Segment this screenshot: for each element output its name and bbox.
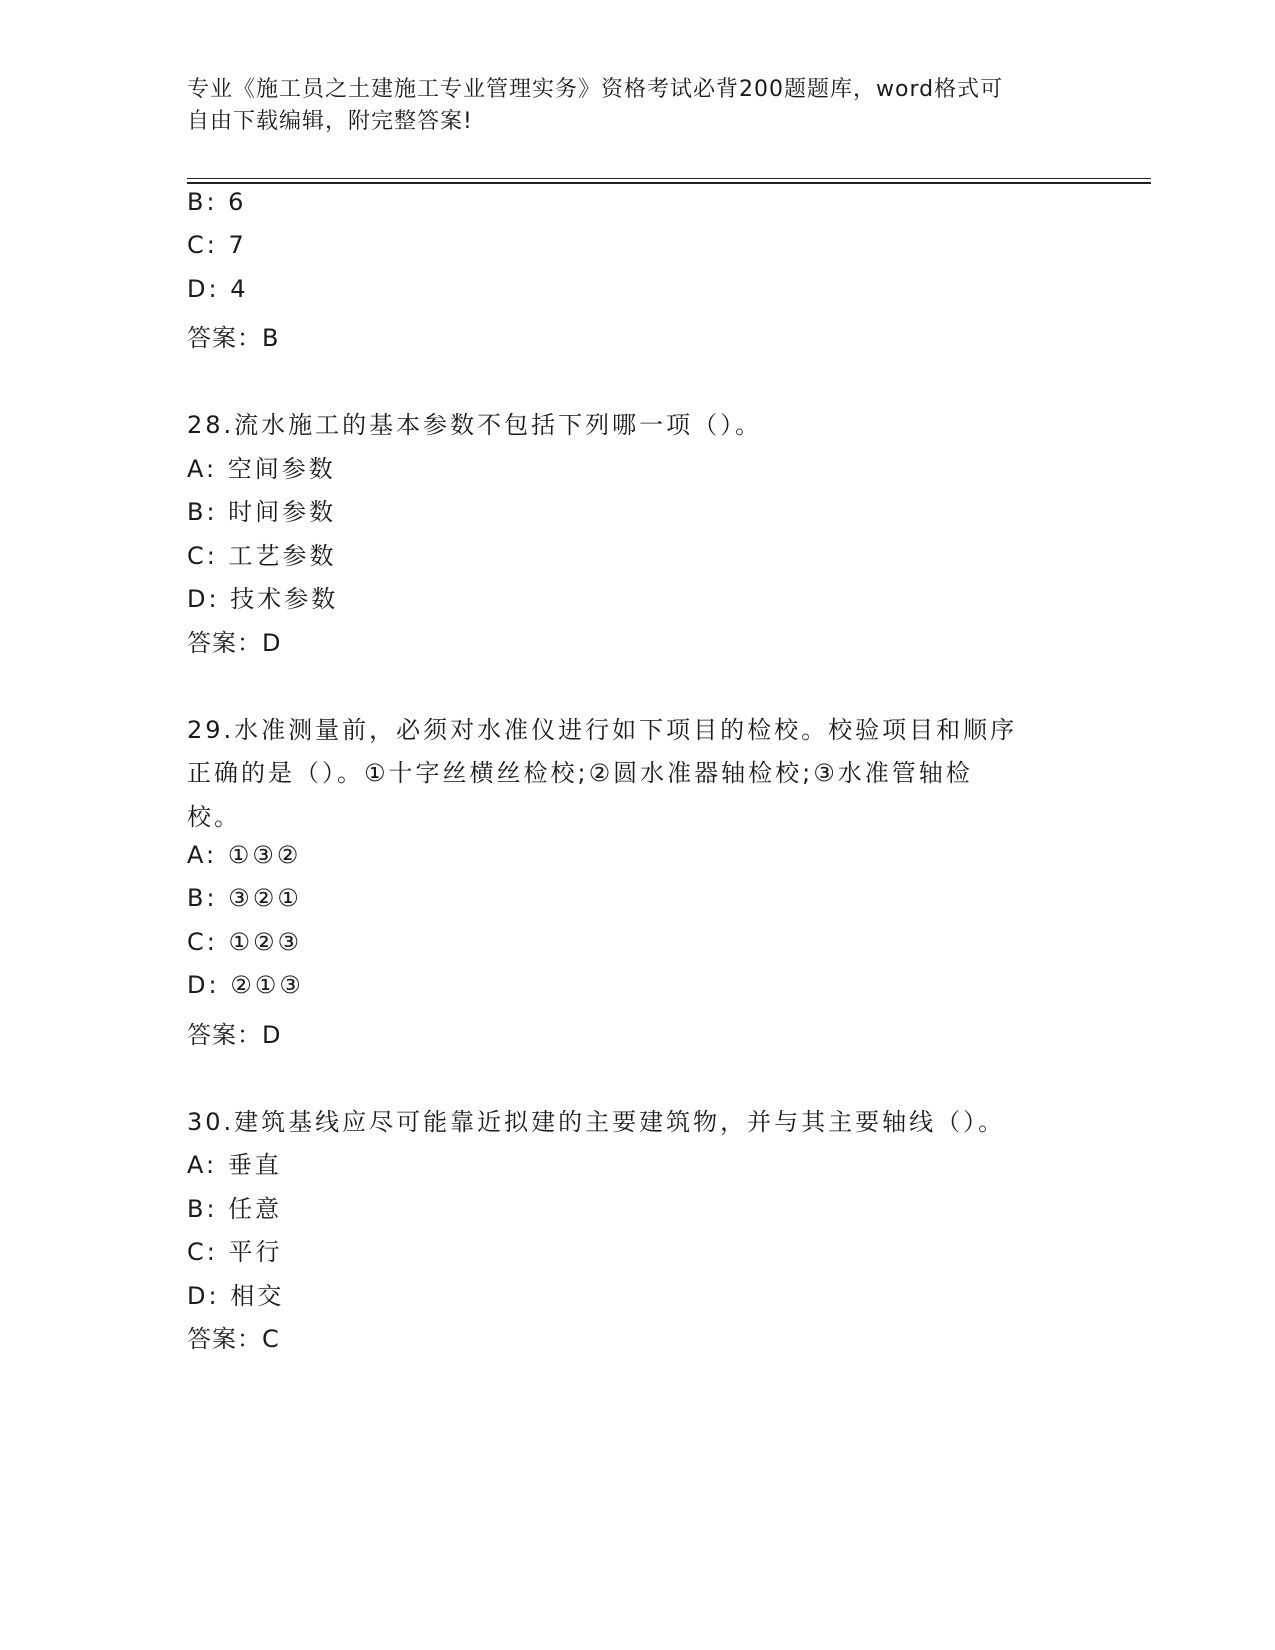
q30-question: 30.建筑基线应尽可能靠近拟建的主要建筑物，并与其主要轴线（）。	[187, 1108, 1006, 1136]
header-rule-thick	[187, 182, 1151, 184]
q29-question-line-3: 校。	[187, 803, 241, 831]
q30-option-b: B: 任意	[187, 1195, 283, 1223]
q29-option-d: D: ②①③	[187, 971, 304, 999]
q28-question: 28.流水施工的基本参数不包括下列哪一项（）。	[187, 411, 763, 439]
q27-option-c: C: 7	[187, 231, 247, 259]
q28-option-c: C: 工艺参数	[187, 542, 337, 570]
q30-answer: 答案：C	[187, 1325, 280, 1353]
q27-answer: 答案：B	[187, 324, 280, 352]
q29-option-c: C: ①②③	[187, 928, 303, 956]
q27-option-d: D: 4	[187, 275, 249, 303]
q30-option-c: C: 平行	[187, 1238, 283, 1266]
header-title-line-1: 专业《施工员之土建施工专业管理实务》资格考试必背200题题库，word格式可	[187, 77, 1004, 102]
header-rule-thin	[187, 178, 1151, 179]
q30-option-d: D: 相交	[187, 1282, 285, 1310]
q28-option-b: B: 时间参数	[187, 498, 337, 526]
q30-option-a: A: 垂直	[187, 1151, 282, 1179]
q28-option-a: A: 空间参数	[187, 455, 336, 483]
q29-question-line-2: 正确的是（）。①十字丝横丝检校;②圆水准器轴检校;③水准管轴检	[187, 759, 973, 787]
q29-question-line-1: 29.水准测量前，必须对水准仪进行如下项目的检校。校验项目和顺序	[187, 716, 1018, 744]
q29-option-a: A: ①③②	[187, 841, 302, 869]
document-header	[187, 74, 1067, 138]
q29-answer: 答案：D	[187, 1021, 282, 1049]
q27-option-b: B: 6	[187, 188, 247, 216]
q29-option-b: B: ③②①	[187, 884, 302, 912]
q28-option-d: D: 技术参数	[187, 585, 339, 613]
q28-answer: 答案：D	[187, 629, 282, 657]
header-title-line-2: 自由下载编辑，附完整答案!	[187, 109, 473, 134]
